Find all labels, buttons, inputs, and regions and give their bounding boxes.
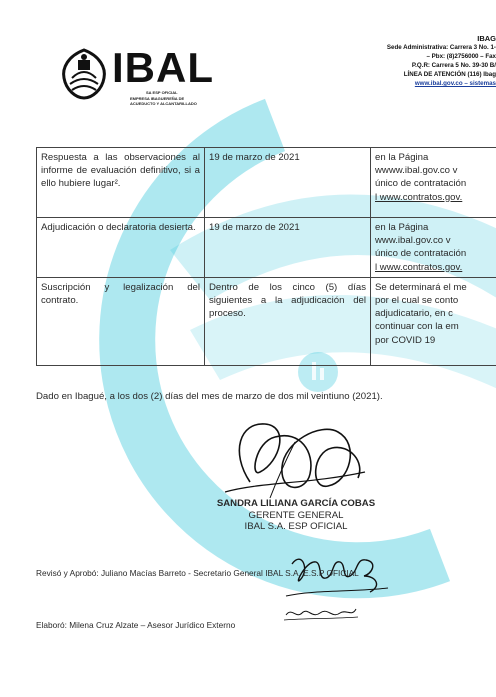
location-cell: en la Página www.ibal.gov.co v único de contratación l www.contratos.gov. [371,218,496,278]
signer-block [196,498,396,533]
activity-cell: Respuesta a las observaciones al informe de evaluación definitivo, si a ello hubiere lugar². [37,148,205,218]
contratos-link[interactable]: l www.contratos.gov. [375,191,463,203]
preparer-initials-scribble [282,603,360,623]
table-row [37,148,496,218]
phone-line: – Pbx: (8)2756000 – Fax [426,53,496,60]
org-short-name: IBAG [477,34,496,43]
date-cell: 19 de marzo de 2021 [205,148,371,218]
website-link[interactable]: www.ibal.gov.co – sistemas [414,80,496,87]
company-logo [58,44,214,106]
pqr-line: P.Q.R: Carrera 5 No. 39-30 B/ [411,62,496,69]
prepared-by-line: Elaboró: Milena Cruz Alzate – Asesor Jurídico Externo [36,620,236,630]
letterhead-contact [387,34,496,88]
date-cell: Dentro de los cinco (5) días siguientes a la adjudicación del proceso. [205,277,371,365]
schedule-table [36,147,496,366]
activity-cell: Suscripción y legalización del contrato. [37,277,205,365]
signer-org: IBAL S.A. ESP OFICIAL [244,521,348,532]
logo-caption-official: SA ESP OFICIAL [146,90,178,95]
table-row [37,218,496,278]
date-cell: 19 de marzo de 2021 [205,218,371,278]
activity-cell: Adjudicación o declaratoria desierta. [37,218,205,278]
support-line: LÍNEA DE ATENCIÓN (116) Ibag [403,71,496,78]
ibal-logo-icon [58,48,110,100]
reviewed-by-line: Revisó y Aprobó: Juliano Macías Barreto - Secretario General IBAL S.A. E.S.P OFICIAL [36,568,359,578]
signer-name: SANDRA LILIANA GARCÍA COBAS [216,498,376,509]
location-cell: en la Página wwww.ibal.gov.co v único de contratación l www.contratos.gov. [371,148,496,218]
address-line: Sede Administrativa: Carrera 3 No. 1- [386,44,496,51]
signature-scribble [220,412,370,504]
issue-date-statement: Dado en Ibagué, a los dos (2) días del mes de marzo de dos mil veintiuno (2021). [36,391,383,402]
signer-title: GERENTE GENERAL [248,509,344,521]
logo-brand: IBAL [112,44,214,91]
table-row [37,277,496,365]
contratos-link[interactable]: l www.contratos.gov. [375,261,463,273]
location-cell: Se determinará el me por el cual se conto adjudicatario, en c continuar con la em por COVID 19 [371,277,496,365]
logo-caption-company: EMPRESA IBAGUEREÑA DE ACUEDUCTO Y ALCANTARILLADO [130,96,197,106]
